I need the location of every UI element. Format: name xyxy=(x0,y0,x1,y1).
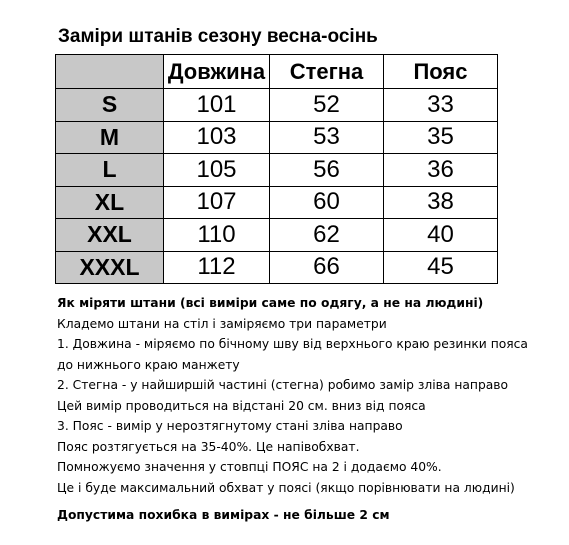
instruction-line: до нижнього краю манжету xyxy=(57,357,240,372)
length-cell: 107 xyxy=(164,186,270,219)
table-row xyxy=(56,251,498,284)
waist-cell: 38 xyxy=(384,186,498,219)
hips-cell: 62 xyxy=(270,219,384,252)
waist-cell: 36 xyxy=(384,154,498,187)
length-cell: 103 xyxy=(164,121,270,154)
hips-cell: 66 xyxy=(270,251,384,284)
table-row xyxy=(56,219,498,252)
hips-cell: 53 xyxy=(270,121,384,154)
size-label: S xyxy=(56,89,164,122)
instruction-line: 1. Довжина - міряємо по бічному шву від верхнього краю резинки пояса xyxy=(57,337,528,351)
waist-cell: 35 xyxy=(384,121,498,154)
hips-cell: 52 xyxy=(270,89,384,122)
length-cell: 101 xyxy=(164,89,270,122)
tolerance-note: Допустима похибка в вимірах - не більше 2 см xyxy=(57,508,390,522)
instruction-line: Це і буде максимальний обхват у поясі (якщо порівнювати на людині) xyxy=(57,480,515,495)
waist-cell: 40 xyxy=(384,219,498,252)
size-label: XXXL xyxy=(56,251,164,284)
instruction-line: Кладемо штани на стіл і заміряємо три параметри xyxy=(57,316,387,331)
hips-cell: 60 xyxy=(270,186,384,219)
table-header-row xyxy=(56,55,498,89)
instruction-line: 2. Стегна - у найширшій частині (стегна) робимо замір зліва направо xyxy=(57,378,509,392)
header-corner-cell xyxy=(56,55,164,89)
measurement-instructions xyxy=(57,293,562,526)
instruction-line: Цей вимір проводиться на відстані 20 см. вниз від пояса xyxy=(57,398,426,413)
size-table xyxy=(55,54,498,284)
instructions-heading: Як міряти штани (всі виміри саме по одягу, а не на людині) xyxy=(57,296,484,310)
table-row xyxy=(56,89,498,122)
table-row xyxy=(56,154,498,187)
header-hips: Стегна xyxy=(270,55,384,89)
header-waist: Пояс xyxy=(384,55,498,89)
instruction-line: Помножуємо значення у стовпці ПОЯС на 2 і додаємо 40%. xyxy=(57,460,442,474)
waist-cell: 45 xyxy=(384,251,498,284)
size-label: XXL xyxy=(56,219,164,252)
size-label: L xyxy=(56,154,164,187)
table-row xyxy=(56,121,498,154)
length-cell: 110 xyxy=(164,219,270,252)
length-cell: 112 xyxy=(164,251,270,284)
instruction-line: 3. Пояс - вимір у нерозтягнутому стані зліва направо xyxy=(57,419,403,433)
page-title: Заміри штанів сезону весна-осінь xyxy=(58,26,378,47)
size-label: XL xyxy=(56,186,164,219)
size-label: M xyxy=(56,121,164,154)
waist-cell: 33 xyxy=(384,89,498,122)
length-cell: 105 xyxy=(164,154,270,187)
header-length: Довжина xyxy=(164,55,270,89)
table-row xyxy=(56,186,498,219)
hips-cell: 56 xyxy=(270,154,384,187)
instruction-line: Пояс розтягується на 35-40%. Це напівобхват. xyxy=(57,439,360,454)
